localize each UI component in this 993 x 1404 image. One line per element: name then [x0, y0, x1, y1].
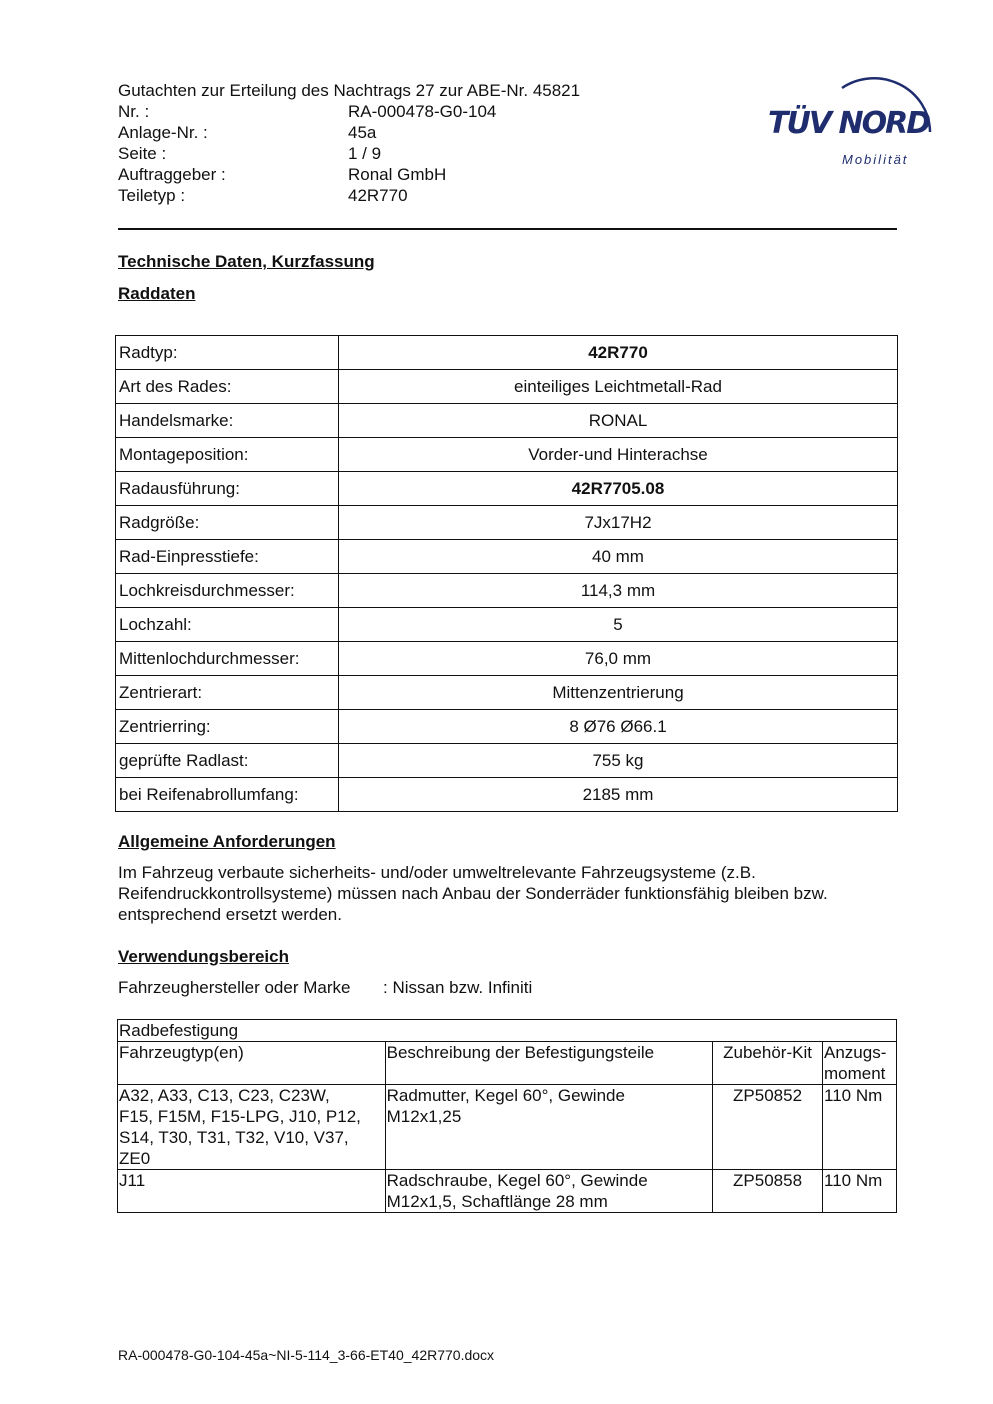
- row-label: Radtyp:: [116, 336, 339, 370]
- meta-row-teiletyp: [118, 185, 580, 206]
- document-title: Gutachten zur Erteilung des Nachtrags 27 zur ABE-Nr. 45821: [118, 81, 581, 100]
- meta-label: Auftraggeber :: [118, 165, 226, 184]
- row-value: 2185 mm: [339, 778, 898, 812]
- table-row: [116, 472, 898, 506]
- row-value: 755 kg: [339, 744, 898, 778]
- description-cell-line: M12x1,5, Schaftlänge 28 mm: [386, 1192, 608, 1211]
- meta-row-seite: [118, 143, 580, 164]
- maker-value: : Nissan bzw. Infiniti: [383, 978, 533, 997]
- table-row: [116, 676, 898, 710]
- vehicle-types-cell-line: S14, T30, T31, T32, V10, V37,: [119, 1128, 349, 1147]
- row-value: 114,3 mm: [339, 574, 898, 608]
- header-kit: Zubehör-Kit: [713, 1042, 823, 1085]
- table-row: [116, 744, 898, 778]
- meta-label: Anlage-Nr. :: [118, 123, 208, 142]
- vehicle-types-cell-line: J11: [119, 1171, 146, 1190]
- footer-filename: RA-000478-G0-104-45a~NI-5-114_3-66-ET40_42R770.docx: [118, 1347, 495, 1363]
- row-label: Radausführung:: [116, 472, 339, 506]
- header-torque: [823, 1042, 897, 1085]
- row-label: Art des Rades:: [116, 370, 339, 404]
- header-torque-line2: moment: [824, 1064, 886, 1083]
- table-row: [116, 608, 898, 642]
- fixing-title-row: [118, 1020, 897, 1042]
- table-row: [116, 506, 898, 540]
- row-label: Lochkreisdurchmesser:: [116, 574, 339, 608]
- row-label: bei Reifenabrollumfang:: [116, 778, 339, 812]
- table-row: [116, 438, 898, 472]
- meta-row-nr: [118, 101, 580, 122]
- row-value: 42R7705.08: [339, 472, 898, 506]
- logo-subtitle: Mobilität: [842, 152, 909, 167]
- row-label: Radgröße:: [116, 506, 339, 540]
- table-row: [116, 370, 898, 404]
- row-value: 8 Ø76 Ø66.1: [339, 710, 898, 744]
- row-label: Handelsmarke:: [116, 404, 339, 438]
- fixing-table: [117, 1019, 897, 1213]
- meta-value: 45a: [348, 123, 377, 142]
- maker-label: Fahrzeughersteller oder Marke: [118, 978, 351, 997]
- description-cell-line: Radmutter, Kegel 60°, Gewinde: [386, 1086, 625, 1105]
- row-value: 40 mm: [339, 540, 898, 574]
- document-header: [118, 80, 580, 206]
- row-label: Lochzahl:: [116, 608, 339, 642]
- section-heading-usage: Verwendungsbereich: [118, 947, 289, 966]
- description-cell-line: M12x1,25: [386, 1107, 462, 1126]
- header-description: Beschreibung der Befestigungsteile: [385, 1042, 712, 1085]
- table-row: [116, 778, 898, 812]
- kit-cell: ZP50852: [713, 1085, 823, 1170]
- table-row: [116, 336, 898, 370]
- table-row: [116, 710, 898, 744]
- row-value: 5: [339, 608, 898, 642]
- header-divider: [118, 228, 897, 230]
- meta-label: Seite :: [118, 144, 167, 163]
- row-value: 76,0 mm: [339, 642, 898, 676]
- vehicle-types-cell-line: ZE0: [119, 1149, 151, 1168]
- table-row: [116, 642, 898, 676]
- meta-label: Teiletyp :: [118, 186, 186, 205]
- section-heading-technical: Technische Daten, Kurzfassung: [118, 252, 375, 271]
- vehicle-types-cell: [118, 1085, 386, 1170]
- kit-cell: ZP50858: [713, 1170, 823, 1213]
- row-label: Rad-Einpresstiefe:: [116, 540, 339, 574]
- meta-value: Ronal GmbH: [348, 165, 447, 184]
- vehicle-types-cell-line: F15, F15M, F15-LPG, J10, P12,: [119, 1107, 361, 1126]
- table-row: [118, 1085, 897, 1170]
- tuv-nord-logo: [762, 58, 942, 173]
- header-torque-line1: Anzugs-: [824, 1043, 887, 1062]
- row-value: RONAL: [339, 404, 898, 438]
- row-value: Vorder-und Hinterachse: [339, 438, 898, 472]
- meta-row-anlage: [118, 122, 580, 143]
- row-label: Montageposition:: [116, 438, 339, 472]
- vehicle-maker: [118, 978, 532, 998]
- description-cell-line: Radschraube, Kegel 60°, Gewinde: [386, 1171, 648, 1190]
- row-label: Zentrierart:: [116, 676, 339, 710]
- section-heading-requirements: Allgemeine Anforderungen: [118, 832, 336, 851]
- table-row: [116, 540, 898, 574]
- torque-cell: 110 Nm: [823, 1170, 897, 1213]
- meta-row-auftraggeber: [118, 164, 580, 185]
- logo-brand: TÜV NORD: [768, 106, 930, 141]
- description-cell: [385, 1170, 712, 1213]
- vehicle-types-cell-line: A32, A33, C13, C23, C23W,: [119, 1086, 330, 1105]
- table-row: [116, 574, 898, 608]
- vehicle-types-cell: [118, 1170, 386, 1213]
- row-label: geprüfte Radlast:: [116, 744, 339, 778]
- row-value: 42R770: [339, 336, 898, 370]
- wheel-data-table: [115, 335, 898, 812]
- row-value: Mittenzentrierung: [339, 676, 898, 710]
- row-value: 7Jx17H2: [339, 506, 898, 540]
- requirements-text: Im Fahrzeug verbaute sicherheits- und/oder umweltrelevante Fahrzeugsysteme (z.B. Reifendruckkontrollsysteme) müssen nach Anbau der Sonderräder funktionsfähig bleiben bzw. entsprechend ersetzt werden.: [118, 863, 828, 924]
- description-cell: [385, 1085, 712, 1170]
- section-heading-wheel-data: Raddaten: [118, 284, 196, 303]
- row-label: Zentrierring:: [116, 710, 339, 744]
- torque-cell: 110 Nm: [823, 1085, 897, 1170]
- meta-label: Nr. :: [118, 102, 150, 121]
- meta-value: 1 / 9: [348, 144, 382, 163]
- fixing-header-row: [118, 1042, 897, 1085]
- meta-value: 42R770: [348, 186, 408, 205]
- row-label: Mittenlochdurchmesser:: [116, 642, 339, 676]
- meta-value: RA-000478-G0-104: [348, 102, 497, 121]
- row-value: einteiliges Leichtmetall-Rad: [339, 370, 898, 404]
- table-row: [116, 404, 898, 438]
- table-row: [118, 1170, 897, 1213]
- header-vehicle-types: Fahrzeugtyp(en): [118, 1042, 386, 1085]
- fixing-table-title: Radbefestigung: [118, 1020, 897, 1042]
